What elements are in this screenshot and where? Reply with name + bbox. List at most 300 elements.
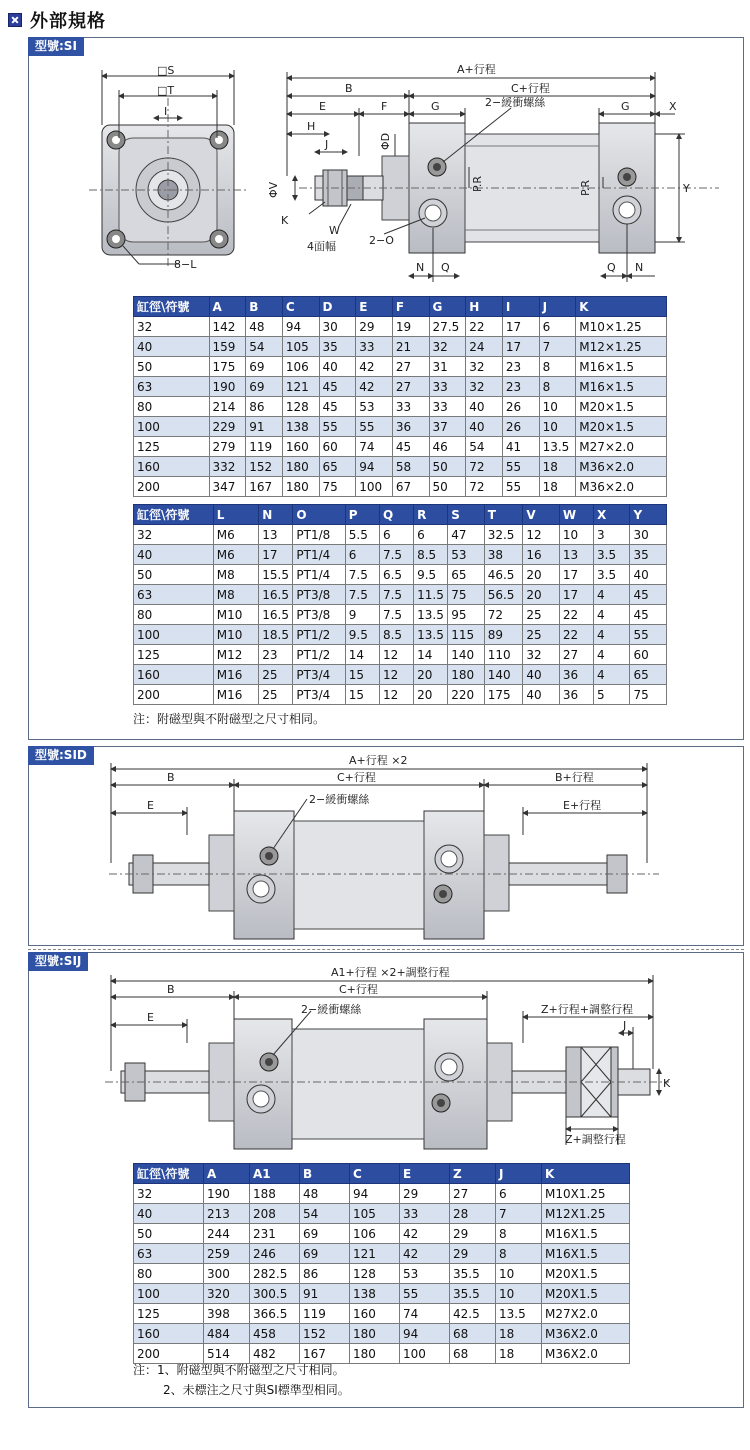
table-cell: 115 [448,625,484,645]
table-cell: 40 [523,665,559,685]
table-cell: 6 [345,545,379,565]
table-cell: 63 [134,377,210,397]
table-cell: 40 [466,417,503,437]
table-cell: 200 [134,477,210,497]
table-cell: M10X1.25 [542,1184,630,1204]
table-cell: M12×1.25 [576,337,667,357]
dim-x-label: X [669,100,677,113]
table-cell: 72 [466,457,503,477]
table-header-cell: I [502,297,539,317]
table-row [134,645,667,665]
table-cell: 214 [209,397,246,417]
sij-dim-j-label: J [623,1019,627,1032]
table-cell: 180 [282,477,319,497]
table-cell: 18 [496,1344,542,1364]
front-view [89,64,247,271]
table-cell: 50 [134,1224,204,1244]
table-cell: 200 [134,1344,204,1364]
table-cell: 86 [246,397,283,417]
table-header-cell: C [350,1164,400,1184]
table-cell: 32.5 [484,525,523,545]
table-cell: PT3/8 [293,585,345,605]
table-cell: 75 [630,685,667,705]
table-cell: 366.5 [250,1304,300,1324]
table-cell: M27X2.0 [542,1304,630,1324]
table-cell: 160 [134,665,214,685]
si-spec-table-2 [133,504,667,705]
table-cell: 75 [448,585,484,605]
table-cell: 121 [350,1244,400,1264]
table-cell: 17 [559,585,593,605]
dim-h-label: H [307,120,316,133]
table-cell: 188 [250,1184,300,1204]
table-cell: 6 [379,525,413,545]
table-header-cell: N [259,505,293,525]
table-cell: 16.5 [259,605,293,625]
table-cell: 4 [594,665,630,685]
table-cell: 9 [345,605,379,625]
dim-f-label: F [381,100,388,113]
table-cell: 15.5 [259,565,293,585]
table-row [134,1244,630,1264]
table-header-cell: E [400,1164,450,1184]
table-row [134,665,667,685]
table-row [134,477,667,497]
table-cell: PT3/4 [293,665,345,685]
table-header-cell: A [204,1164,250,1184]
table-cell: 54 [246,337,283,357]
table-cell: 32 [134,1184,204,1204]
table-cell: M16X1.5 [542,1224,630,1244]
table-cell: M10×1.25 [576,317,667,337]
table-header-cell: T [484,505,523,525]
table-cell: M8 [213,585,259,605]
table-cell: 27 [450,1184,496,1204]
table-cell: 72 [484,605,523,625]
table-cell: 40 [134,1204,204,1224]
table-row [134,1304,630,1324]
table-header-row [134,1164,630,1184]
table-cell: 69 [300,1224,350,1244]
table-cell: 100 [134,625,214,645]
table-cell: 16.5 [259,585,293,605]
table-cell: 69 [300,1244,350,1264]
table-cell: 8.5 [414,545,448,565]
table-cell: 6.5 [379,565,413,585]
table-cell: 7.5 [345,565,379,585]
table-header-cell: B [300,1164,350,1184]
table-cell: 160 [282,437,319,457]
table-cell: 159 [209,337,246,357]
table-cell: 40 [319,357,356,377]
table-header-cell: J [539,297,576,317]
table-cell: 3.5 [594,565,630,585]
table-cell: 36 [559,665,593,685]
table-row [134,685,667,705]
table-cell: 75 [319,477,356,497]
table-cell: 105 [350,1204,400,1224]
panel-sid [28,746,744,946]
sij-dim-k-label: K [663,1077,671,1090]
table-cell: 74 [400,1304,450,1324]
table-header-cell: S [448,505,484,525]
close-square-icon [8,13,22,27]
table-cell: 15 [345,685,379,705]
table-cell: 190 [204,1184,250,1204]
table-row [134,1284,630,1304]
dim-a-label: A+行程 [457,63,496,76]
table-cell: 35 [319,337,356,357]
si-note: 注：附磁型與不附磁型之尺寸相同。 [133,712,326,726]
table-cell: 63 [134,585,214,605]
table-cell: M16×1.5 [576,357,667,377]
table-header-cell: A1 [250,1164,300,1184]
table-cell: 332 [209,457,246,477]
table-row [134,337,667,357]
table-cell: M6 [213,545,259,565]
table-cell: 32 [134,317,210,337]
table-header-cell: G [429,297,466,317]
table-cell: M6 [213,525,259,545]
panel-si [28,37,744,740]
table-cell: M12 [213,645,259,665]
table-cell: 8 [539,377,576,397]
table-cell: M10 [213,605,259,625]
section-header [8,6,106,34]
sij-cushion-label: 2−緩衝螺絲 [301,1003,362,1016]
sid-dim-b2-label: B+行程 [555,771,594,784]
table-cell: 160 [134,1324,204,1344]
sij-dim-c-label: C+行程 [339,983,378,996]
dim-phiv-label: ΦV [267,181,280,198]
table-cell: 28 [450,1204,496,1224]
table-cell: 160 [134,457,210,477]
table-cell: 7.5 [379,545,413,565]
table-cell: 3 [594,525,630,545]
table-cell: 65 [319,457,356,477]
table-cell: 95 [448,605,484,625]
table-cell: 213 [204,1204,250,1224]
model-tag-sid: 型號:SID [28,746,94,765]
separator [28,949,744,950]
table-cell: 119 [246,437,283,457]
table-cell: 9.5 [345,625,379,645]
table-header-cell: 缸徑\符號 [134,297,210,317]
table-cell: PT3/4 [293,685,345,705]
dim-t-label: □T [157,84,175,97]
table-cell: PT1/2 [293,645,345,665]
table-cell: 40 [466,397,503,417]
table-cell: 40 [630,565,667,585]
table-cell: 53 [400,1264,450,1284]
table-cell: 25 [523,605,559,625]
table-cell: 55 [400,1284,450,1304]
table-cell: 32 [466,377,503,397]
table-cell: 229 [209,417,246,437]
table-cell: 65 [448,565,484,585]
table-cell: 106 [350,1224,400,1244]
table-cell: 46.5 [484,565,523,585]
table-cell: 45 [319,397,356,417]
table-header-cell: K [576,297,667,317]
table-cell: 36 [392,417,429,437]
table-cell: M20X1.5 [542,1264,630,1284]
table-cell: 13.5 [414,625,448,645]
table-cell: 152 [300,1324,350,1344]
table-header-cell: X [594,505,630,525]
table-cell: 7.5 [379,605,413,625]
table-cell: M20×1.5 [576,397,667,417]
table-cell: 320 [204,1284,250,1304]
table-cell: 180 [282,457,319,477]
table-cell: 12 [523,525,559,545]
table-header-row [134,297,667,317]
table-cell: 21 [392,337,429,357]
table-cell: 10 [539,397,576,417]
dim-n-label: N [416,261,425,274]
table-cell: M36×2.0 [576,477,667,497]
table-cell: 279 [209,437,246,457]
table-row [134,377,667,397]
table-cell: 23 [502,357,539,377]
table-cell: 94 [356,457,393,477]
table-cell: 42 [356,357,393,377]
table-cell: 4 [594,585,630,605]
table-cell: 125 [134,1304,204,1324]
table-cell: 54 [466,437,503,457]
table-header-cell: P [345,505,379,525]
table-cell: 27 [559,645,593,665]
sij-dim-b-label: B [167,983,175,996]
table-cell: 142 [209,317,246,337]
table-cell: 175 [209,357,246,377]
table-cell: 4 [594,645,630,665]
table-cell: 8 [496,1224,542,1244]
table-cell: 14 [345,645,379,665]
table-cell: 53 [356,397,393,417]
table-cell: 55 [319,417,356,437]
table-cell: 30 [319,317,356,337]
sij-dim-a-label: A1+行程 ×2+調整行程 [331,966,450,979]
table-cell: 10 [539,417,576,437]
table-cell: 100 [356,477,393,497]
table-cell: 45 [630,605,667,625]
table-cell: 72 [466,477,503,497]
table-cell: M20X1.5 [542,1284,630,1304]
table-row [134,457,667,477]
dim-q2-label: Q [607,261,616,274]
dim-phid-label: ΦD [379,132,392,150]
model-tag-sij: 型號:SIJ [28,952,88,971]
dim-s-label: □S [157,64,175,77]
table-cell: 13 [259,525,293,545]
sid-cushion-label: 2−緩衝螺絲 [309,793,370,806]
table-cell: 128 [350,1264,400,1284]
table-cell: M16 [213,685,259,705]
table-cell: 18 [496,1324,542,1344]
table-header-cell: R [414,505,448,525]
table-cell: 42 [400,1244,450,1264]
table-cell: 167 [300,1344,350,1364]
table-cell: 200 [134,685,214,705]
table-cell: M27×2.0 [576,437,667,457]
table-cell: 20 [523,585,559,605]
table-cell: 24 [466,337,503,357]
table-header-cell: K [542,1164,630,1184]
table-cell: 29 [400,1184,450,1204]
table-cell: 40 [134,545,214,565]
sid-dim-b-label: B [167,771,175,784]
table-cell: 160 [350,1304,400,1324]
table-cell: 94 [400,1324,450,1344]
sij-dim-z-label: Z+行程+調整行程 [541,1003,633,1016]
table-cell: 18.5 [259,625,293,645]
section-title: 外部規格 [30,11,106,32]
dim-w-label: W [329,224,340,237]
dim-n2-label: N [635,261,644,274]
table-cell: 7.5 [379,585,413,605]
sid-dim-e2-label: E+行程 [563,799,602,812]
si-spec-table-1 [133,296,667,497]
table-cell: 26 [502,417,539,437]
table-cell: 19 [392,317,429,337]
table-cell: 125 [134,437,210,457]
table-cell: 50 [429,477,466,497]
table-header-cell: F [392,297,429,317]
table-cell: 244 [204,1224,250,1244]
table-cell: 35.5 [450,1284,496,1304]
table-header-cell: B [246,297,283,317]
table-cell: 6 [496,1184,542,1204]
table-cell: 231 [250,1224,300,1244]
table-cell: 50 [134,565,214,585]
table-cell: 40 [523,685,559,705]
dim-b-label: B [345,82,353,95]
table-cell: 458 [250,1324,300,1344]
table-cell: 50 [134,357,210,377]
table-cell: 65 [630,665,667,685]
table-cell: 36 [559,685,593,705]
table-cell: 38 [484,545,523,565]
table-cell: 106 [282,357,319,377]
sij-spec-table [133,1163,630,1364]
table-cell: 55 [502,477,539,497]
table-row [134,545,667,565]
table-cell: 89 [484,625,523,645]
table-cell: 22 [559,625,593,645]
table-cell: 121 [282,377,319,397]
sid-drawing [29,747,745,947]
table-cell: PT1/4 [293,545,345,565]
table-cell: 29 [450,1244,496,1264]
table-cell: 259 [204,1244,250,1264]
table-cell: M36X2.0 [542,1344,630,1364]
table-cell: 42 [400,1224,450,1244]
table-cell: 180 [448,665,484,685]
table-cell: 300.5 [250,1284,300,1304]
table-cell: M36X2.0 [542,1324,630,1344]
table-header-cell: C [282,297,319,317]
dim-e-label: E [319,100,326,113]
table-cell: 27.5 [429,317,466,337]
table-cell: 50 [429,457,466,477]
cushion-screw-label: 2−緩衝螺絲 [485,96,546,109]
table-cell: 32 [429,337,466,357]
table-cell: 29 [450,1224,496,1244]
table-header-cell: H [466,297,503,317]
sij-note-1: 注：1、附磁型與不附磁型之尺寸相同。 [133,1363,345,1377]
table-cell: 60 [319,437,356,457]
table-cell: 58 [392,457,429,477]
table-header-row [134,505,667,525]
table-cell: 20 [414,685,448,705]
table-cell: 14 [414,645,448,665]
table-cell: 23 [259,645,293,665]
dim-q-label: Q [441,261,450,274]
table-cell: 25 [259,665,293,685]
panel-sij [28,952,744,1408]
table-cell: 7.5 [345,585,379,605]
dim-j-label: J [325,138,329,151]
table-cell: 208 [250,1204,300,1224]
table-cell: 282.5 [250,1264,300,1284]
table-cell: 220 [448,685,484,705]
table-header-cell: E [356,297,393,317]
table-cell: 40 [134,337,210,357]
table-cell: 484 [204,1324,250,1344]
table-cell: 17 [502,317,539,337]
dim-8l-label: 8−L [174,258,197,271]
dim-face-label: 4面幅 [307,240,336,253]
table-cell: 74 [356,437,393,457]
table-cell: M8 [213,565,259,585]
table-cell: 29 [356,317,393,337]
dim-2o-label: 2−O [369,234,394,247]
table-cell: 12 [379,665,413,685]
table-cell: 22 [559,605,593,625]
table-cell: 33 [429,397,466,417]
table-cell: 347 [209,477,246,497]
table-cell: 33 [429,377,466,397]
table-cell: 13.5 [496,1304,542,1324]
table-cell: 100 [134,417,210,437]
table-cell: 33 [356,337,393,357]
table-cell: 80 [134,605,214,625]
table-cell: 17 [259,545,293,565]
table-header-cell: Q [379,505,413,525]
table-cell: 22 [466,317,503,337]
table-cell: 91 [246,417,283,437]
table-cell: 55 [502,457,539,477]
dim-c-label: C+行程 [511,82,550,95]
table-cell: 3.5 [594,545,630,565]
dim-g-label: G [431,100,440,113]
table-cell: 27 [392,377,429,397]
table-cell: 45 [392,437,429,457]
table-cell: 41 [502,437,539,457]
table-cell: 45 [319,377,356,397]
table-header-cell: V [523,505,559,525]
table-cell: 7 [539,337,576,357]
table-cell: 68 [450,1324,496,1344]
table-cell: 31 [429,357,466,377]
table-cell: M10 [213,625,259,645]
table-cell: 60 [630,645,667,665]
table-cell: 42.5 [450,1304,496,1324]
table-cell: 91 [300,1284,350,1304]
table-cell: 47 [448,525,484,545]
table-cell: 32 [134,525,214,545]
